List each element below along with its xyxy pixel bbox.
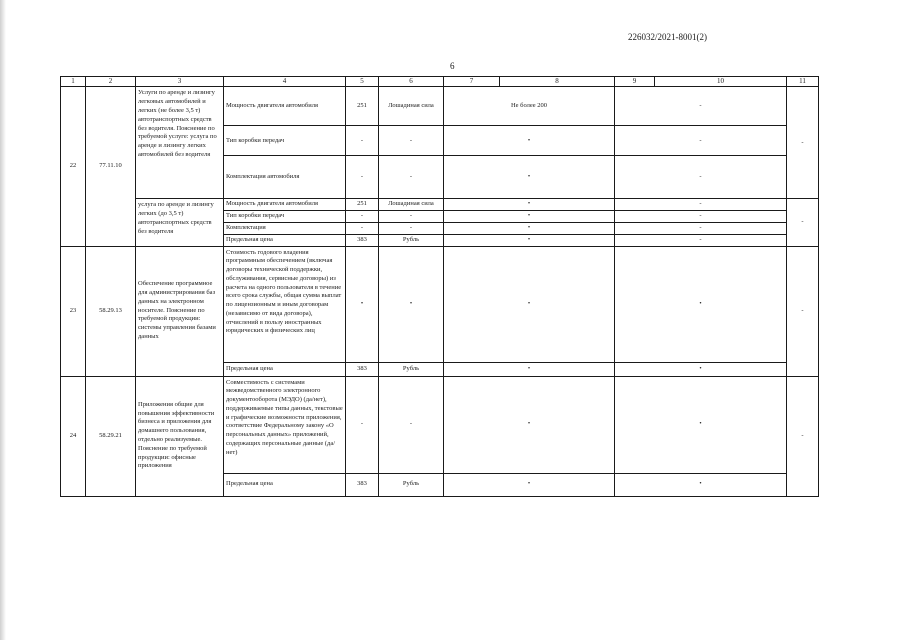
bullet-mark: - (346, 222, 379, 234)
page-number: 6 (450, 61, 455, 71)
bullet-mark: • (444, 362, 615, 376)
header-cell: 4 (224, 77, 346, 87)
specification-table (60, 76, 819, 497)
characteristic-name: Совместимость с системами межведомственного электронного документооборота (МЭДО) (да/нет), поддерживаемые типы данных, текстовые и графические возможности приложения, соответствие Федеральному закону «О персональных данных» приложений, содержащих персональные данные (да/нет) (224, 376, 346, 473)
item-description: Обеспечение программное для администрирования баз данных на электронном носителе. Пояснение по требуемой продукции: системы управления базами данных (136, 246, 224, 376)
bullet-mark: - (615, 222, 787, 234)
header-cell: 5 (346, 77, 379, 87)
bullet-mark: - (615, 87, 787, 126)
bullet-mark: - (787, 246, 819, 376)
bullet-mark: • (444, 234, 615, 246)
bullet-mark: • (444, 156, 615, 199)
row-number: 22 (61, 87, 86, 246)
bullet-mark: - (379, 222, 444, 234)
okpd-code: 77.11.10 (86, 87, 136, 246)
scan-edge (0, 0, 6, 640)
bullet-mark: • (346, 246, 379, 362)
bullet-mark: - (787, 376, 819, 496)
bullet-mark: • (615, 473, 787, 496)
document-number: 226032/2021-8001(2) (628, 32, 707, 42)
header-cell: 6 (379, 77, 444, 87)
header-row (61, 77, 819, 87)
bullet-mark: • (615, 362, 787, 376)
okpd-code: 58.29.21 (86, 376, 136, 496)
bullet-mark: - (615, 199, 787, 211)
bullet-mark: - (787, 87, 819, 199)
header-cell: 3 (136, 77, 224, 87)
characteristic-name: Мощность двигателя автомобиля (224, 199, 346, 211)
item-description: Приложения общие для повышения эффективности бизнеса и приложения для домашнего пользования, отдельно реализуемые. Пояснение по требуемой продукции: офисные приложения (136, 376, 224, 496)
header-cell: 2 (86, 77, 136, 87)
bullet-mark: - (615, 211, 787, 223)
characteristic-name: Комплектация (224, 222, 346, 234)
header-cell: 1 (61, 77, 86, 87)
bullet-mark: - (346, 156, 379, 199)
bullet-mark: - (379, 156, 444, 199)
table-row (61, 246, 819, 362)
okpd-code: 58.29.13 (86, 246, 136, 376)
bullet-mark: • (444, 246, 615, 362)
characteristic-name: Предельная цена (224, 362, 346, 376)
bullet-mark: - (346, 376, 379, 473)
characteristic-name: Комплектация автомобиля (224, 156, 346, 199)
bullet-mark: • (379, 246, 444, 362)
bullet-mark: • (444, 222, 615, 234)
characteristic-name: Предельная цена (224, 234, 346, 246)
unit-code: 251 (346, 199, 379, 211)
bullet-mark: - (379, 126, 444, 156)
table-row (61, 87, 819, 126)
header-cell: 8 (500, 77, 615, 87)
unit-name: Рубль (379, 473, 444, 496)
unit-name: Рубль (379, 362, 444, 376)
bullet-mark: - (615, 126, 787, 156)
characteristic-name: Стоимость годового владения программным обеспечением (включая договоры технической поддержки, обслуживания, сервисные договоры) из расчета на одного пользователя в течение всего срока службы, общая сумма выплат по лицензионным и иным договорам (независимо от вида договора), отчислений в пользу иностранных юридических и физических лиц (224, 246, 346, 362)
bullet-mark: - (615, 234, 787, 246)
bullet-mark: • (444, 376, 615, 473)
unit-name: Лошадиная сила (379, 199, 444, 211)
bullet-mark: - (787, 199, 819, 246)
characteristic-value: Не более 200 (444, 87, 615, 126)
header-cell: 7 (444, 77, 500, 87)
bullet-mark: - (346, 211, 379, 223)
row-number: 23 (61, 246, 86, 376)
bullet-mark: • (444, 473, 615, 496)
item-description: Услуги по аренде и лизингу легковых автомобилей и легких (не более 3,5 т) автотранспортных средств без водителя. Пояснение по требуемой услуге: услуга по аренде и лизингу легких автомобилей без водителя (136, 87, 224, 199)
row-number: 24 (61, 376, 86, 496)
unit-code: 383 (346, 473, 379, 496)
characteristic-name: Тип коробки передач (224, 126, 346, 156)
characteristic-name: Предельная цена (224, 473, 346, 496)
characteristic-name: Мощность двигателя автомобиля (224, 87, 346, 126)
bullet-mark: - (379, 376, 444, 473)
bullet-mark: • (615, 376, 787, 473)
bullet-mark: - (346, 126, 379, 156)
bullet-mark: - (379, 211, 444, 223)
bullet-mark: • (444, 126, 615, 156)
header-cell: 9 (615, 77, 655, 87)
table-row (61, 199, 819, 211)
bullet-mark: • (444, 199, 615, 211)
item-sub-description: услуга по аренде и лизингу легких (до 3,5 т) автотранспортных средств без водителя (136, 199, 224, 246)
unit-code: 383 (346, 362, 379, 376)
table-row (61, 376, 819, 473)
bullet-mark: - (615, 156, 787, 199)
unit-code: 383 (346, 234, 379, 246)
header-cell: 11 (787, 77, 819, 87)
header-cell: 10 (655, 77, 787, 87)
characteristic-name: Тип коробки передач (224, 211, 346, 223)
unit-code: 251 (346, 87, 379, 126)
unit-name: Рубль (379, 234, 444, 246)
bullet-mark: • (615, 246, 787, 362)
bullet-mark: • (444, 211, 615, 223)
unit-name: Лошадиная сила (379, 87, 444, 126)
